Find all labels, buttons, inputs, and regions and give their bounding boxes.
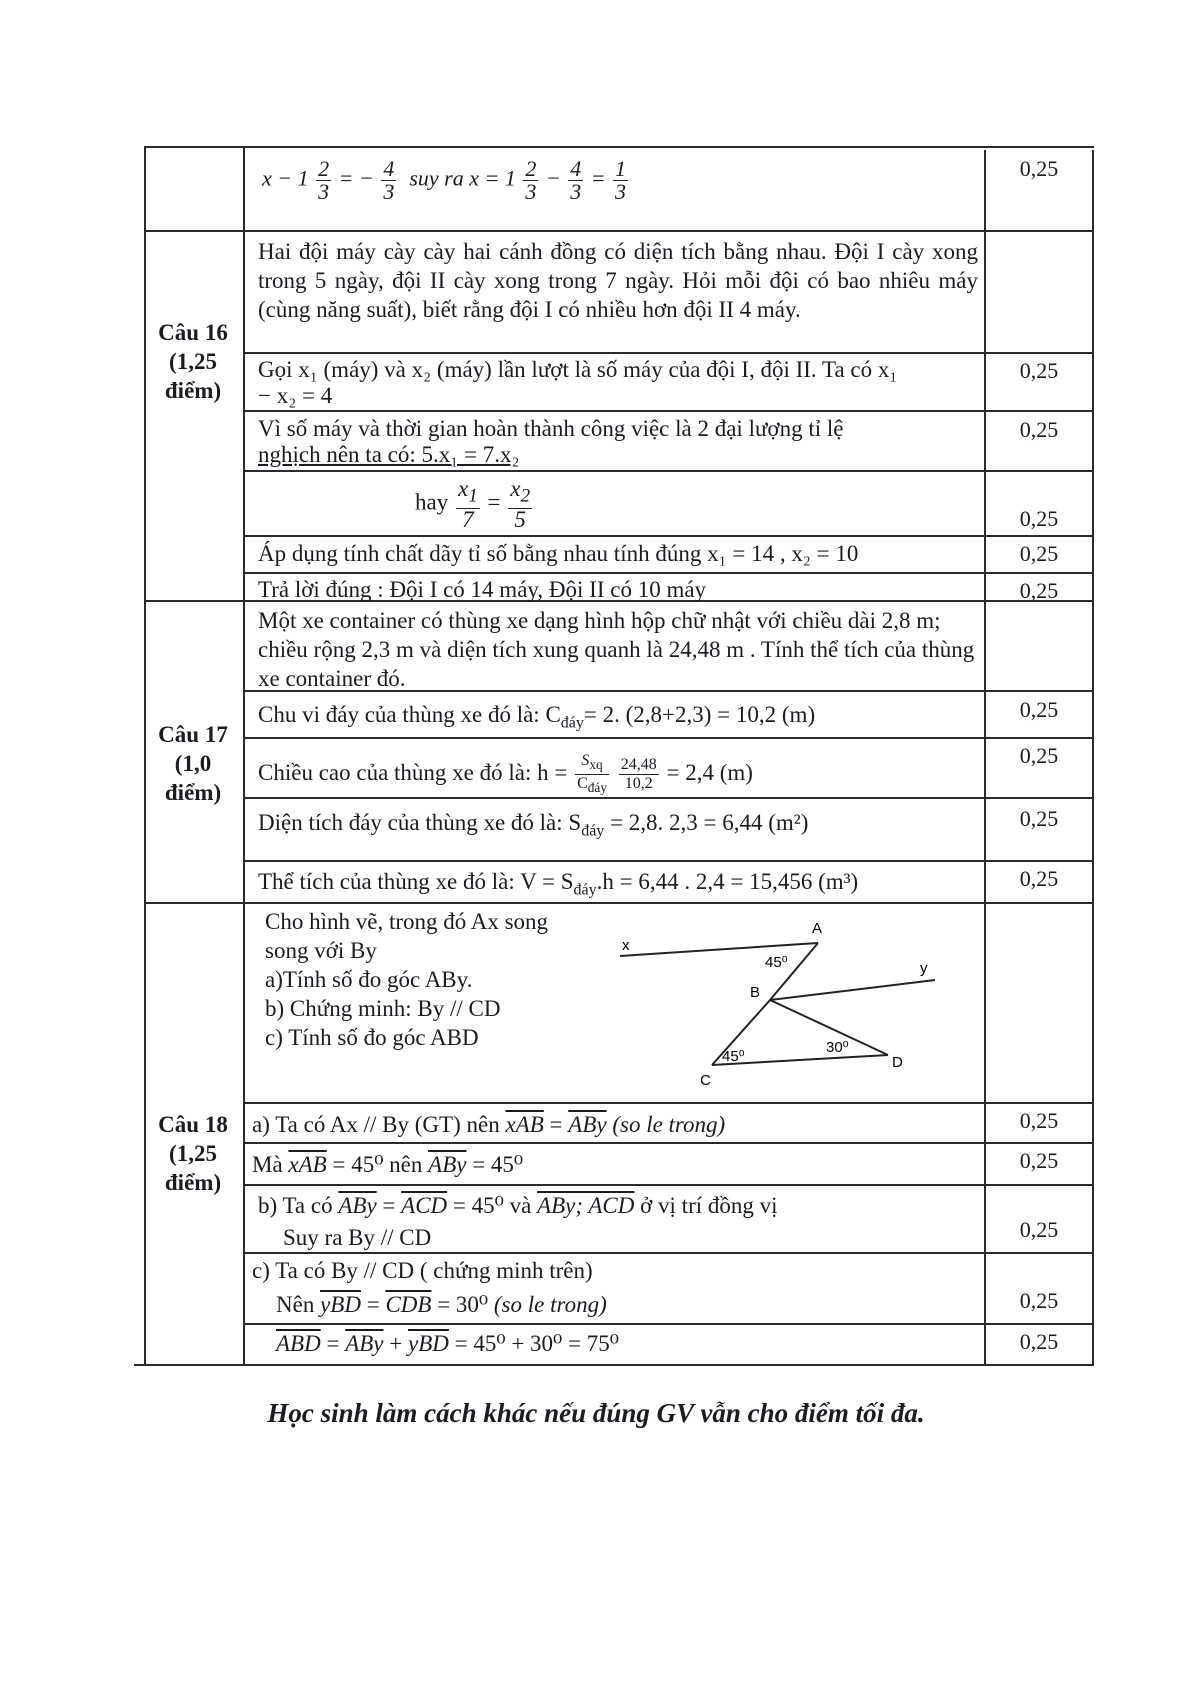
q16-problem: Hai đội máy cày cày hai cánh đồng có diện tích bằng nhau. Đội I cày xong trong 5 ngày, đội II cày xong trong 7 ngày. Hỏi mỗi đội có bao nhiêu máy (cùng năng suất), biết rằng đội I có nhiều hơn đội II 4 máy.: [258, 239, 978, 322]
label-b: B: [750, 984, 761, 1001]
q17-score-2: 0,25: [1019, 743, 1059, 768]
q18-problem-line-4: b) Chứng minh: By // CD: [265, 996, 501, 1021]
ray-ax: [620, 943, 818, 956]
q18-problem-line-3: a)Tính số đo góc ABy.: [265, 967, 473, 992]
q18-points-unit: điểm): [164, 1170, 222, 1195]
q18-a-step2: Mà $\overline{xAB} = 45^0$ nên $\overline{ABy} = 45^0$: [252, 1152, 524, 1177]
q18-c-step1: c) Ta có By // CD ( chứng minh trên): [252, 1258, 593, 1283]
q18-b-step1: b) Ta có $\overline{ABy} = \overline{ACD} = 45^0$ và ABy; ACD ở vị trí đồng vị: [258, 1193, 778, 1218]
q16-step2-line2: nghịch nên ta có: 5.x₁ = 7.x₂: [258, 442, 520, 467]
row-0-formula: x − 1 $\frac{2}{3}$ = − $\frac{4}{3}$ suy ra x = 1 $\frac{2}{3}$ − $\frac{4}{3}$ = $\frac{1}{3}$: [262, 156, 627, 204]
q17-problem: Một xe container có thùng xe dạng hình hộp chữ nhật với chiều dài 2,8 m; chiều rộng 2,3 m và diện tích xung quanh là 24,48 m . Tính thể tích của thùng xe container đó.: [258, 608, 975, 691]
q18-problem-line-1: Cho hình vẽ, trong đó Ax song: [265, 909, 549, 934]
q18-b-step2: Suy ra By // CD: [283, 1225, 432, 1250]
q17-step2: Chiều cao của thùng xe đó là: h = $\frac{S_{xq}}{C_{đáy}}$ $\frac{24,48}{10,2}$ = 2,4 (m): [258, 752, 753, 796]
q18-score-3: 0,25: [1019, 1217, 1059, 1242]
q16-step1-line2: − x₂ = 4: [258, 383, 333, 408]
q16-label: [140, 318, 246, 405]
q16-points: (1,25: [169, 349, 217, 374]
footer-note: Học sinh làm cách khác nếu đúng GV vẫn cho điểm tối đa.: [267, 1398, 925, 1428]
q16-step2-line1: Vì số máy và thời gian hoàn thành công việc là 2 đại lượng tỉ lệ: [258, 416, 844, 441]
q18-a-step1: a) Ta có Ax // By (GT) nên $\overline{xAB} = \overline{ABy}$ (so le trong): [252, 1112, 726, 1137]
q18-geometry-figure: [600, 915, 940, 1095]
q17-points: (1,0: [174, 751, 212, 776]
q16-score-5: 0,25: [1019, 578, 1059, 603]
q16-score-2: 0,25: [1019, 417, 1059, 442]
angle-c-label: 45⁰: [722, 1048, 745, 1065]
q16-step1-line1: Gọi x₁ (máy) và x₂ (máy) lần lượt là số máy của đội I, đội II. Ta có x₁: [258, 357, 898, 382]
q18-score-2: 0,25: [1019, 1148, 1059, 1173]
q18-problem-line-5: c) Tính số đo góc ABD: [265, 1025, 479, 1050]
q18-label: [140, 1110, 246, 1197]
q18-score-5: 0,25: [1019, 1329, 1059, 1354]
q17-label: [140, 720, 246, 807]
q18-score-1: 0,25: [1019, 1108, 1059, 1133]
q17-score-1: 0,25: [1019, 697, 1059, 722]
q18-c-final: $\overline{ABD} = \overline{ABy} + \overline{yBD} = 45^0 + 30^0 = 75^0$: [276, 1331, 619, 1356]
q16-step3: hay $\frac{x_1}{7}$ = $\frac{x_2}{5}$: [415, 476, 531, 532]
q17-step1: Chu vi đáy của thùng xe đó là: $C_{đáy}= 2$. (2,8+2,3) = 10,2 (m): [258, 702, 816, 732]
q16-score-3: 0,25: [1019, 506, 1059, 531]
q16-score-1: 0,25: [1019, 358, 1059, 383]
label-c: C: [700, 1072, 711, 1089]
q17-score-3: 0,25: [1019, 806, 1059, 831]
angle-a-label: 45⁰: [765, 954, 788, 971]
ray-by: [770, 980, 935, 1000]
label-y: y: [920, 960, 928, 977]
q18-score-4: 0,25: [1019, 1288, 1059, 1313]
q16-step5: Trả lời đúng : Đội I có 14 máy, Đội II có 10 máy: [258, 577, 707, 602]
label-a: A: [812, 920, 823, 937]
q16-score-4: 0,25: [1019, 541, 1059, 566]
q18-title: Câu 18: [158, 1112, 228, 1137]
q17-step4: Thể tích của thùng xe đó là: $V = S_{đáy}.h = 6,44$ . 2,4 = 15,456 (m³): [258, 869, 859, 899]
row-0-score: 0,25: [1019, 156, 1059, 181]
angle-d-label: 30⁰: [826, 1039, 849, 1056]
label-d: D: [892, 1054, 903, 1071]
q17-points-unit: điểm): [164, 780, 222, 805]
q16-points-unit: điểm): [164, 378, 222, 403]
q18-points: (1,25: [169, 1141, 217, 1166]
q18-problem-line-2: song với By: [265, 938, 377, 963]
label-x: x: [622, 937, 630, 954]
q17-step3: Diện tích đáy của thùng xe đó là: $S_{đáy} = 2,8$. 2,3 = 6,44 (m²): [258, 810, 809, 840]
q18-c-step2: Nên $\overline{yBD} = \overline{CDB} = 30^0$ (so le trong): [276, 1292, 607, 1317]
q16-step4: Áp dụng tính chất dãy tỉ số bằng nhau tính đúng x₁ = 14 , x₂ = 10: [258, 541, 859, 566]
q18-problem: [265, 907, 548, 1052]
segment-ab: [770, 943, 818, 1000]
q17-score-4: 0,25: [1019, 866, 1059, 891]
q16-title: Câu 16: [158, 320, 228, 345]
q17-title: Câu 17: [158, 722, 228, 747]
